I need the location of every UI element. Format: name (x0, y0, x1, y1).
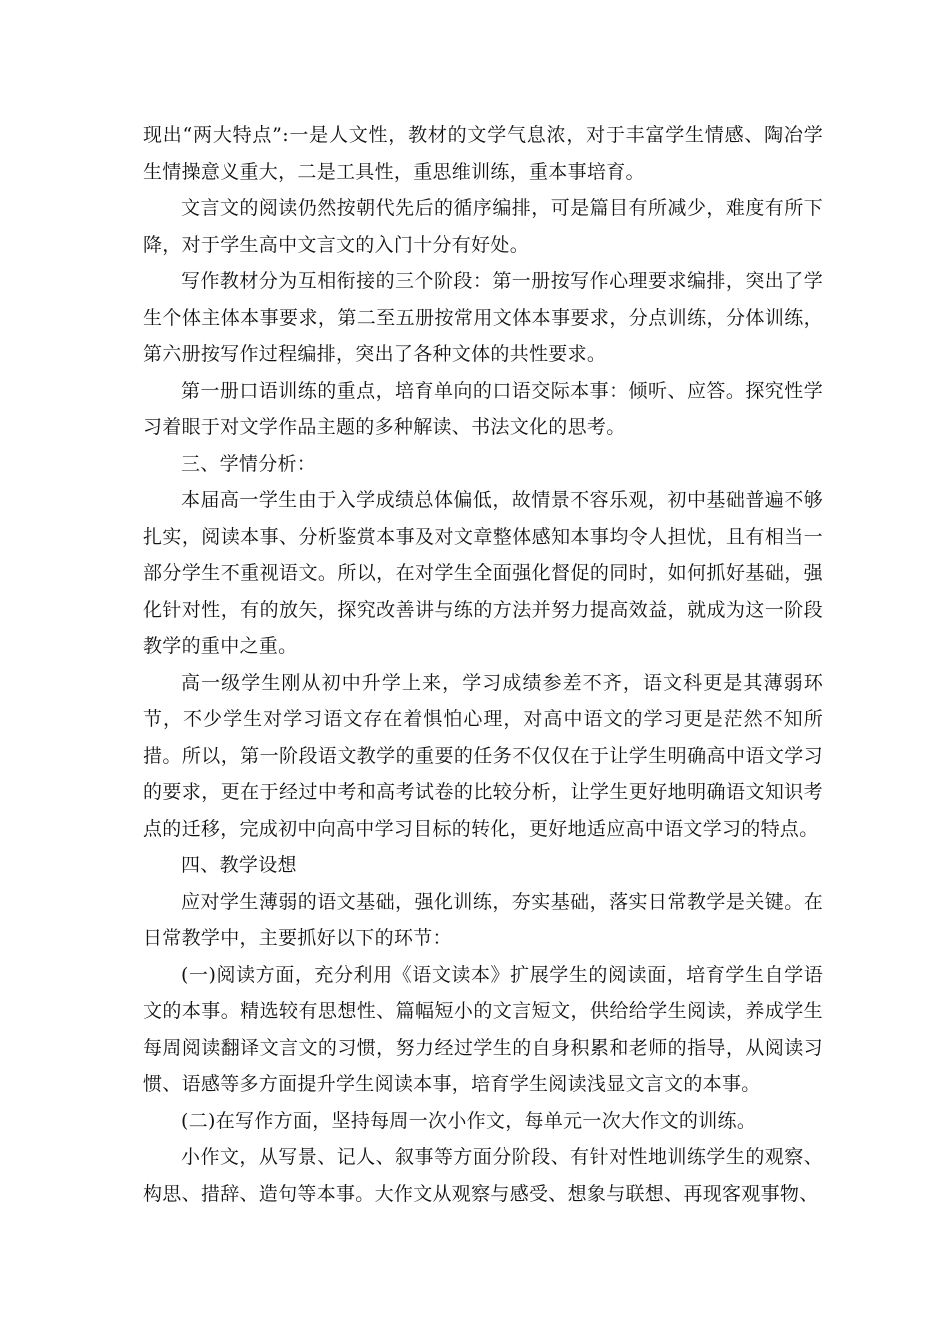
document-body (143, 117, 823, 1212)
paragraph-reading-aspect: (一)阅读方面，充分利用《语文读本》扩展学生的阅读面，培育学生自学语文的本事。精选较有思想性、篇幅短小的文言短文，供给给学生阅读，养成学生每周阅读翻译文言文的习惯，努力经过学生的自身积累和老师的指导，从阅读习惯、语感等多方面提升学生阅读本事，培育学生阅读浅显文言文的本事。 (143, 963, 823, 1095)
paragraph-writing-aspect: (二)在写作方面，坚持每周一次小作文，每单元一次大作文的训练。 (181, 1109, 757, 1132)
paragraph-short-essay: 小作文，从写景、记人、叙事等方面分阶段、有针对性地训练学生的观察、构思、措辞、造句等本事。大作文从观察与感受、想象与联想、再现客观事物、 (143, 1146, 823, 1205)
section-heading-teaching-plan: 四、教学设想 (181, 854, 297, 876)
paragraph-student-situation: 本届高一学生由于入学成绩总体偏低，故情景不容乐观，初中基础普遍不够扎实，阅读本事、分析鉴赏本事及对文章整体感知本事均令人担忧，且有相当一部分学生不重视语文。所以，在对学生全面强化督促的同时，如何抓好基础，强化针对性，有的放矢，探究改善讲与练的方法并努力提高效益，就成为这一阶段教学的重中之重。 (143, 489, 823, 657)
paragraph-oral-training: 第一册口语训练的重点，培育单向的口语交际本事：倾听、应答。探究性学习着眼于对文学作品主题的多种解读、书法文化的思考。 (143, 379, 823, 438)
paragraph-continuation: 现出“两大特点”:一是人文性，教材的文学气息浓，对于丰富学生情感、陶冶学生情操意义重大，二是工具性，重思维训练，重本事培育。 (143, 124, 823, 183)
section-heading-student-analysis: 三、学情分析： (181, 452, 317, 475)
paragraph-teaching-key: 应对学生薄弱的语文基础，强化训练，夯实基础，落实日常教学是关键。在日常教学中，主要抓好以下的环节： (143, 890, 823, 949)
paragraph-writing-materials: 写作教材分为互相衔接的三个阶段：第一册按写作心理要求编排，突出了学生个体主体本事要求，第二至五册按常用文体本事要求，分点训练，分体训练，第六册按写作过程编排，突出了各种文体的共性要求。 (143, 270, 823, 365)
paragraph-grade-transition: 高一级学生刚从初中升学上来，学习成绩参差不齐，语文科更是其薄弱环节，不少学生对学习语文存在着惧怕心理，对高中语文的学习更是茫然不知所措。所以，第一阶段语文教学的重要的任务不仅仅在于让学生明确高中语文学习的要求，更在于经过中考和高考试卷的比较分析，让学生更好地明确语文知识考点的迁移，完成初中向高中学习目标的转化，更好地适应高中语文学习的特点。 (143, 671, 823, 840)
paragraph-classical-chinese: 文言文的阅读仍然按朝代先后的循序编排，可是篇目有所减少，难度有所下降，对于学生高中文言文的入门十分有好处。 (143, 197, 823, 256)
